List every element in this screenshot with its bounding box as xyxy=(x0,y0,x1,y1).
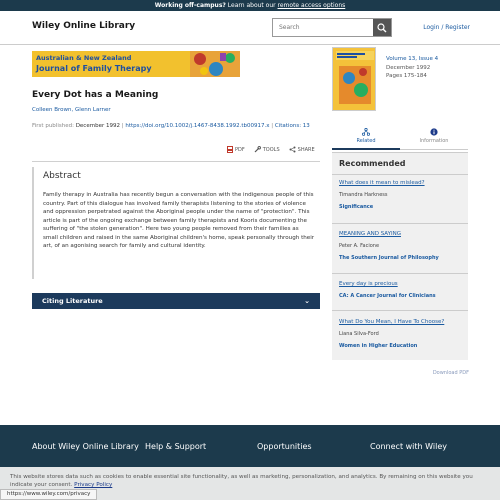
share-label: SHARE xyxy=(297,146,315,153)
article-authors[interactable]: Colleen Brown, Glenn Larner xyxy=(32,107,111,113)
remote-access-bar xyxy=(0,0,500,11)
pdf-icon xyxy=(227,146,233,153)
citing-literature-toggle[interactable] xyxy=(32,293,320,309)
recommended-title-link[interactable]: What Do You Mean, I Have To Choose? xyxy=(339,319,445,325)
meta-separator-1: | xyxy=(119,123,126,129)
wrench-icon xyxy=(254,146,261,153)
recommended-title-link[interactable]: Every day is precious xyxy=(339,281,398,287)
issue-date: December 1992 xyxy=(386,64,431,71)
chevron-down-icon: ⌄ xyxy=(304,297,310,305)
recommended-author: Peter A. Facione xyxy=(339,243,380,249)
recommended-journal-link[interactable]: CA: A Cancer Journal for Clinicians xyxy=(339,293,436,299)
share-icon xyxy=(289,146,296,153)
list-item xyxy=(339,319,463,349)
cookie-text xyxy=(10,473,490,489)
abstract-text: Family therapy in Australia has recently begun a conversation with the indigenous people of this country. Part of this dialogue has involved family therapists listening to the stories of violence and oppression perpetrated against the Aboriginal people under the name of "protection". This article is part of the ongoing exchange between family therapists and Kooris documenting the suffering of "the stolen generation". Here two young people removed from their families as small children and raised in the same Aboriginal children's home, speak personally through their art, of an agonising search for family and cultural identity. xyxy=(43,192,315,249)
citing-literature-label: Citing Literature xyxy=(42,297,103,305)
footer-help-heading[interactable]: Help & Support xyxy=(145,442,207,451)
article-meta xyxy=(32,123,310,129)
recommended-journal-link[interactable]: The Southern Journal of Philosophy xyxy=(339,255,439,261)
volume-issue-link[interactable]: Volume 13, Issue 4 xyxy=(386,56,439,62)
remote-access-link[interactable]: remote access options xyxy=(277,2,346,9)
first-published-date: December 1992 xyxy=(75,123,120,129)
list-item xyxy=(339,180,463,210)
recommended-title-link[interactable]: What does it mean to mislead? xyxy=(339,180,425,186)
remote-access-text: Learn about our xyxy=(225,2,278,9)
pdf-button[interactable] xyxy=(227,146,245,153)
wiley-logo[interactable]: Wiley Online Library xyxy=(32,21,136,31)
search-input[interactable] xyxy=(273,19,375,36)
banner-line2: Journal of Family Therapy xyxy=(36,64,152,73)
privacy-policy-link[interactable]: Privacy Policy xyxy=(74,482,113,488)
recommended-author: Timandra Harkness xyxy=(339,192,388,198)
abstract-section xyxy=(32,167,320,279)
related-network-icon xyxy=(362,128,370,136)
list-item xyxy=(339,231,463,261)
tab-information-label: Information xyxy=(419,138,449,144)
footer-opportunities-heading[interactable]: Opportunities xyxy=(257,442,312,451)
pdf-label: PDF xyxy=(235,146,245,153)
abstract-heading: Abstract xyxy=(43,171,81,181)
recommended-separator xyxy=(332,223,468,224)
footer-connect-heading[interactable]: Connect with Wiley xyxy=(370,442,447,451)
off-campus-label: Working off-campus? xyxy=(154,2,226,9)
info-icon xyxy=(430,128,438,136)
download-pdf-link[interactable]: Download PDF xyxy=(432,370,469,376)
search-box xyxy=(272,18,392,37)
login-register-link[interactable]: Login / Register xyxy=(423,24,470,31)
content-divider xyxy=(32,161,320,162)
article-title: Every Dot has a Meaning xyxy=(32,90,159,100)
meta-separator-2: | xyxy=(269,123,275,129)
recommended-separator xyxy=(332,273,468,274)
journal-cover[interactable] xyxy=(332,47,376,111)
recommended-title-link[interactable]: MEANING AND SAYING xyxy=(339,231,401,237)
banner-line1: Australian & New Zealand xyxy=(36,54,132,62)
issue-pages: Pages 175-184 xyxy=(386,73,427,79)
banner-artwork-icon xyxy=(190,51,240,77)
recommended-journal-link[interactable]: Women in Higher Education xyxy=(339,343,418,349)
doi-link[interactable]: https://doi.org/10.1002/j.1467-8438.1992.tb00917.x xyxy=(125,123,270,129)
search-icon xyxy=(377,23,387,33)
tools-button[interactable] xyxy=(254,146,280,153)
share-button[interactable] xyxy=(289,146,315,153)
citations-link[interactable]: Citations: 13 xyxy=(274,123,310,129)
recommended-author: Liana Silva-Ford xyxy=(339,331,379,337)
issue-info xyxy=(386,55,438,81)
cookie-message: This website stores data such as cookies to enable essential site functionality, as well as marketing, personalization, and analytics. By remaining on this website you indicate your consent. xyxy=(10,474,473,488)
article-tools xyxy=(227,146,315,153)
sidebar-tabs xyxy=(332,123,468,150)
recommended-panel xyxy=(332,152,468,360)
footer-about-heading[interactable]: About Wiley Online Library xyxy=(32,442,139,451)
tab-information[interactable] xyxy=(400,123,468,150)
tools-label: TOOLS xyxy=(262,146,280,153)
tab-related[interactable] xyxy=(332,123,400,150)
recommended-heading: Recommended xyxy=(332,153,468,175)
recommended-separator xyxy=(332,310,468,311)
first-published-label: First published: xyxy=(32,123,76,129)
status-url-bar: https://www.wiley.com/privacy xyxy=(0,489,97,500)
journal-banner[interactable] xyxy=(32,51,240,77)
search-button[interactable] xyxy=(373,19,391,36)
site-header xyxy=(0,11,500,45)
journal-cover-art-icon xyxy=(333,48,376,111)
tab-related-label: Related xyxy=(356,138,376,144)
recommended-journal-link[interactable]: Significance xyxy=(339,204,374,210)
list-item xyxy=(339,281,463,299)
